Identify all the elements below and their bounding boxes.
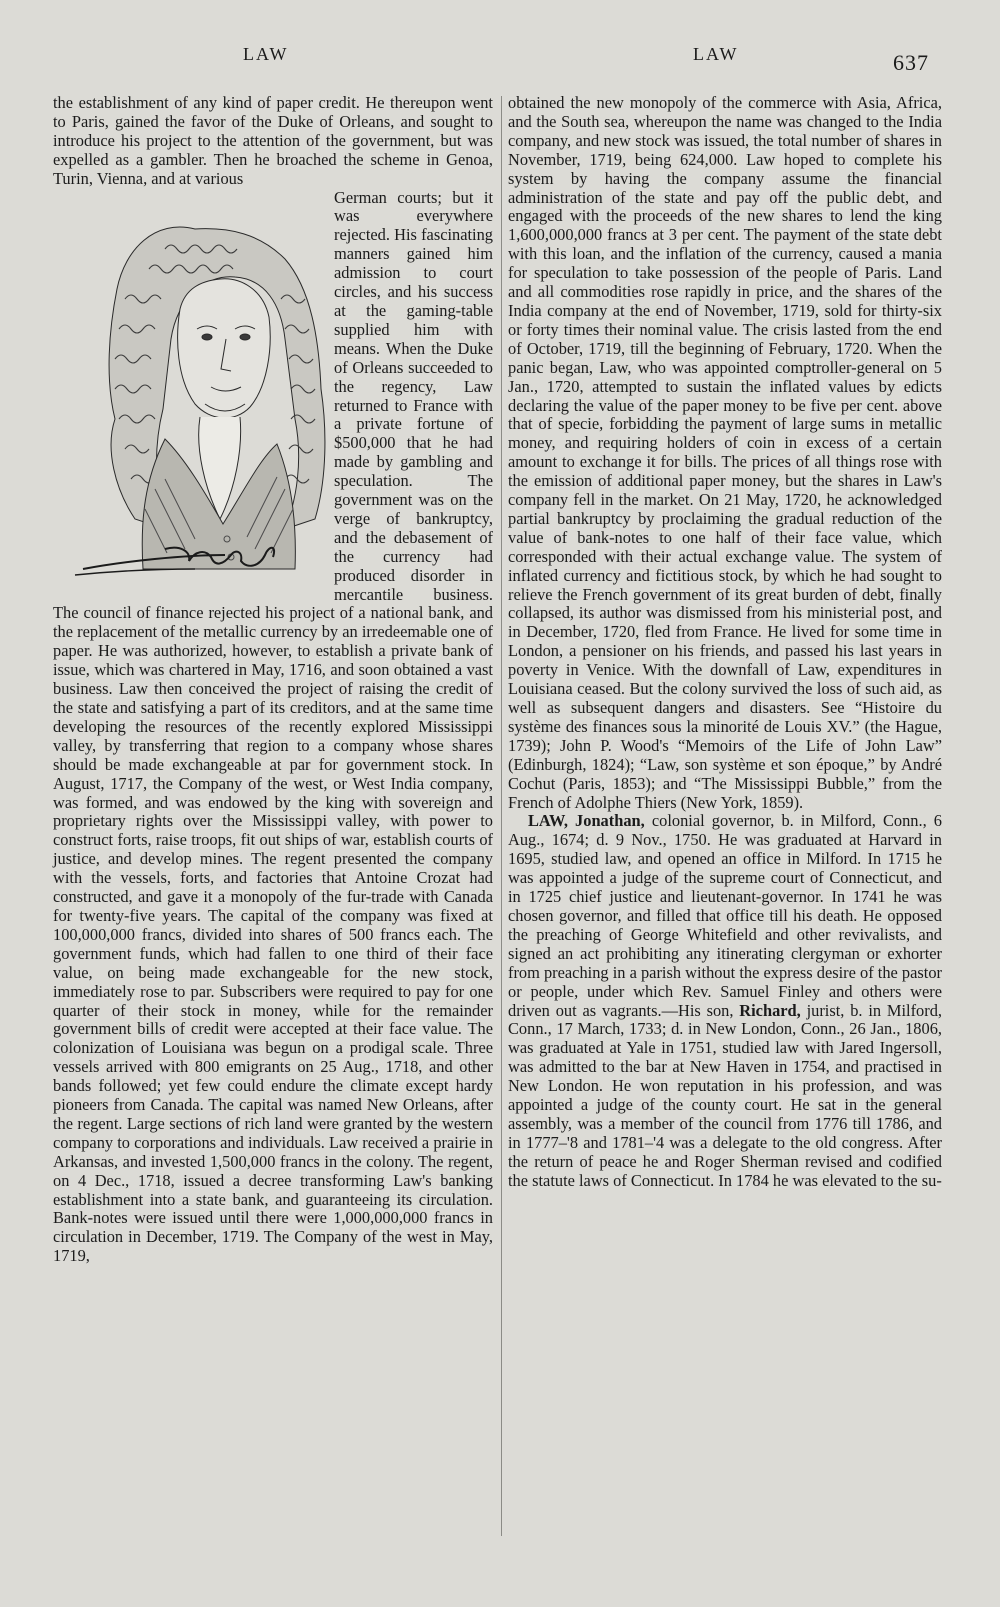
running-head-left: LAW	[243, 44, 289, 64]
son-name: Richard,	[739, 1000, 801, 1020]
column-divider	[501, 96, 502, 1536]
left-column-wrap-text: German courts; but it was everywhere rejected. His fascinating manners gained him admission to court circles, and his success at the gaming-table supplied him with means. When the Duke of Orleans succeeded to the regency, Law returned to France with a private fortune of $500,000 that he had made by gambling and speculation. The government was on the verge of bankruptcy, and the debasement of the currency had produced disorder in mercantile business. The council of finance rejected his project of a national bank, and the replacement of the metallic currency by an irredeemable one of paper. He was authorized, however, to establish a private bank of issue, which was chartered in May, 1716, and soon obtained a vast business. Law then conceived the project of raising the credit of the state and satisfying a part of its creditors, and at the same time developing the resources of the recently explored Mississippi valley, by transferring that region to a company whose shares should be made exchangeable at par for government stock. In August, 1717, the Company of the west, or West India company, was formed, and was endowed by the king with sovereign and proprietary rights over the Mississippi valley, with power to construct forts, raise troops, fit out ships of war, establish courts of justice, and develop mines. The regent presented the company with the vessels, forts, and factories that Antoine Crozat had constructed, and gave it a monopoly of the fur-trade with Canada for twenty-five years. The capital of the company was fixed at 100,000,000 francs, divided into shares of 500 francs each. The government funds, which had fallen to one third of their face value, on being made exchangeable for the new stock, immediately rose to par. Subscribers were required to pay for one quarter of their stock in money, while for the remainder government bills of credit were accepted at their face value. The colonization of Louisiana was begun on a prodigal scale. Three vessels arrived with 800 emigrants on 25 Aug., 1718, and other bands followed; yet few could endure the climate except hardy pioneers from Canada. The capital was named New Orleans, after the regent. Large sections of rich land were granted by the western company to corporations and individuals. Law received a prairie in Arkansas, and invested 1,500,000 francs in the colony. The regent, on 4 Dec., 1718, issued a decree transforming Law's banking establishment into a state bank, and guaranteeing its circulation. Bank-notes were issued until there were 1,000,000,000 francs in circulation in December, 1719. The Company of the west in May, 1719,	[53, 187, 493, 1266]
right-column	[508, 94, 942, 1191]
right-column-continuation: obtained the new monopoly of the commerce with Asia, Africa, and the South sea, whereupon the name was changed to the India company, and new stock was issued, the total number of shares in November, 1719, being 624,000. Law hoped to complete his system by having the company assume the financial administration of the state and pay off the public debt, and engaged with the proceeds of the new shares to lend the king 1,600,000,000 francs at 3 per cent. The payment of the state debt with this loan, and the inflation of the currency, caused a mania for speculation to take possession of the people of Paris. Land and all commodities rose rapidly in price, and the shares of the India company at the end of November, 1719, sold for thirty-six or forty times their nominal value. The crisis lasted from the end of October, 1719, till the beginning of February, 1720. When the panic began, Law, who was appointed comptroller-general on 5 Jan., 1720, attempted to sustain the inflated values by edicts declaring the value of the paper money to be five per cent. above that of specie, forbidding the payment of large sums in metallic money, and requiring holders of coin in excess of a certain amount to exchange it for bills. The prices of all things rose with the emission of additional paper money, but the shares in Law's company fell in the market. On 21 May, 1720, he acknowledged partial bankruptcy by proclaiming the gradual reduction of the value of bank-notes to one half of their face value, which corresponded with their actual exchange value. The system of inflated currency and fictitious stock, by which he had sought to relieve the French government of its great burden of debt, finally collapsed, its author was dismissed from his ministerial post, and in December, 1720, fled from France. He lived for some time in London, a pensioner on his friends, and passed his last years in poverty in Venice. With the downfall of Law, expenditures in Louisiana ceased. But the colony survived the loss of such aid, as well as subsequent dangers and disasters. See “Histoire du système des finances sous la minorité de Louis XV.” (the Hague, 1739); John P. Wood's “Memoirs of the Life of John Law” (Edinburgh, 1824); “Law, son système et son époque,” by André Cochut (Paris, 1853); and “The Mississippi Bubble,” from the French of Adolphe Thiers (New York, 1859).	[508, 93, 942, 812]
entry-body-part-1: colonial governor, b. in Milford, Conn., 6 Aug., 1674; d. 9 Nov., 1750. He was graduated at Harvard in 1695, studied law, and opened an office in Milford. In 1715 he was appointed a judge of the supreme court of Connecticut, and in 1725 chief justice and lieutenant-governor. In 1741 he was chosen governor, and filled that office till his death. He opposed the preaching of George Whitefield and other revivalists, and signed an act prohibiting any itinerating clergyman or exhorter from preaching in a parish without the express desire of the pastor or people, under which Rev. Samuel Finley and others were driven out as vagrants.—His son,	[508, 811, 942, 1020]
left-column	[53, 94, 493, 1266]
entry-body-part-2: jurist, b. in Milford, Conn., 17 March, 1733; d. in New London, Conn., 26 Jan., 1806, was graduated at Yale in 1751, studied law with Jared Ingersoll, was admitted to the bar at New Haven in 1754, and practised in New London. He won reputation in his profession, and was appointed a judge of the county court. He sat in the general assembly, was a member of the council from 1776 till 1786, and in 1777–'8 and 1781–'4 was a delegate to the old congress. After the return of peace he and Roger Sherman revised and codified the statute laws of Connecticut. In 1784 he was elevated to the su-	[508, 1000, 942, 1190]
running-head-right: LAW	[693, 44, 739, 64]
entry-heading: LAW, Jonathan,	[528, 811, 645, 831]
portrait-illustration-icon	[45, 189, 328, 593]
portrait-engraving	[45, 189, 328, 593]
page-number: 637	[893, 50, 929, 75]
left-column-intro: the establishment of any kind of paper credit. He thereupon went to Paris, gained the favor of the Duke of Orleans, and sought to introduce his project to the attention of the government, but was expelled as a gambler. Then he broached the scheme in Genoa, Turin, Vienna, and at various	[53, 93, 493, 188]
entry-law-jonathan	[508, 812, 942, 1190]
